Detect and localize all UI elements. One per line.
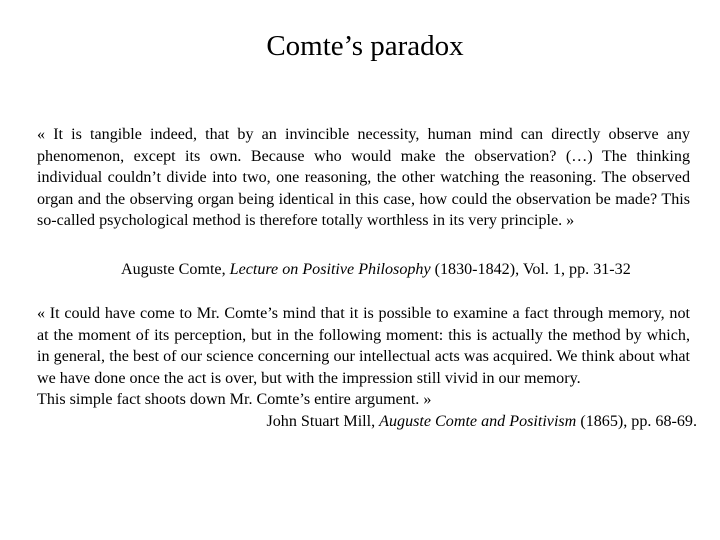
comte-citation [121,259,631,281]
comte-citation-details: (1830-1842), Vol. 1, pp. 31-32 [430,261,631,278]
mill-citation-work: Auguste Comte and Positivism [379,412,577,430]
comte-citation-work: Lecture on Positive Philosophy [229,261,431,278]
mill-quote-body: « It could have come to Mr. Comte’s mind that it is possible to examine a fact through memory, not at the moment of its perception, but in the following moment: this is actually the method by which, in general, the best of our science concerning our intellectual acts was acquired. We think about what we have done once the act is over, but with the impression still vivid in our memory. [37,305,690,387]
mill-citation-details: (1865), pp. 68-69. [576,412,697,430]
mill-citation [37,411,697,433]
comte-quote: « It is tangible indeed, that by an invincible necessity, human mind can directly observe any phenomenon, except its own. Because who would make the observation? (…) The thinking individual couldn’t divide into two, one reasoning, the other watching the reasoning. The observed organ and the observing organ being identical in this case, how could the observation be made? This so-called psychological method is therefore totally worthless in its very principle. » [37,126,690,230]
mill-quote [37,303,697,433]
comte-citation-author: Auguste Comte, [121,261,230,278]
slide-title: Comte’s paradox [266,30,464,62]
mill-citation-author: John Stuart Mill, [266,412,380,430]
mill-quote-closing: This simple fact shoots down Mr. Comte’s entire argument. » [37,391,432,409]
